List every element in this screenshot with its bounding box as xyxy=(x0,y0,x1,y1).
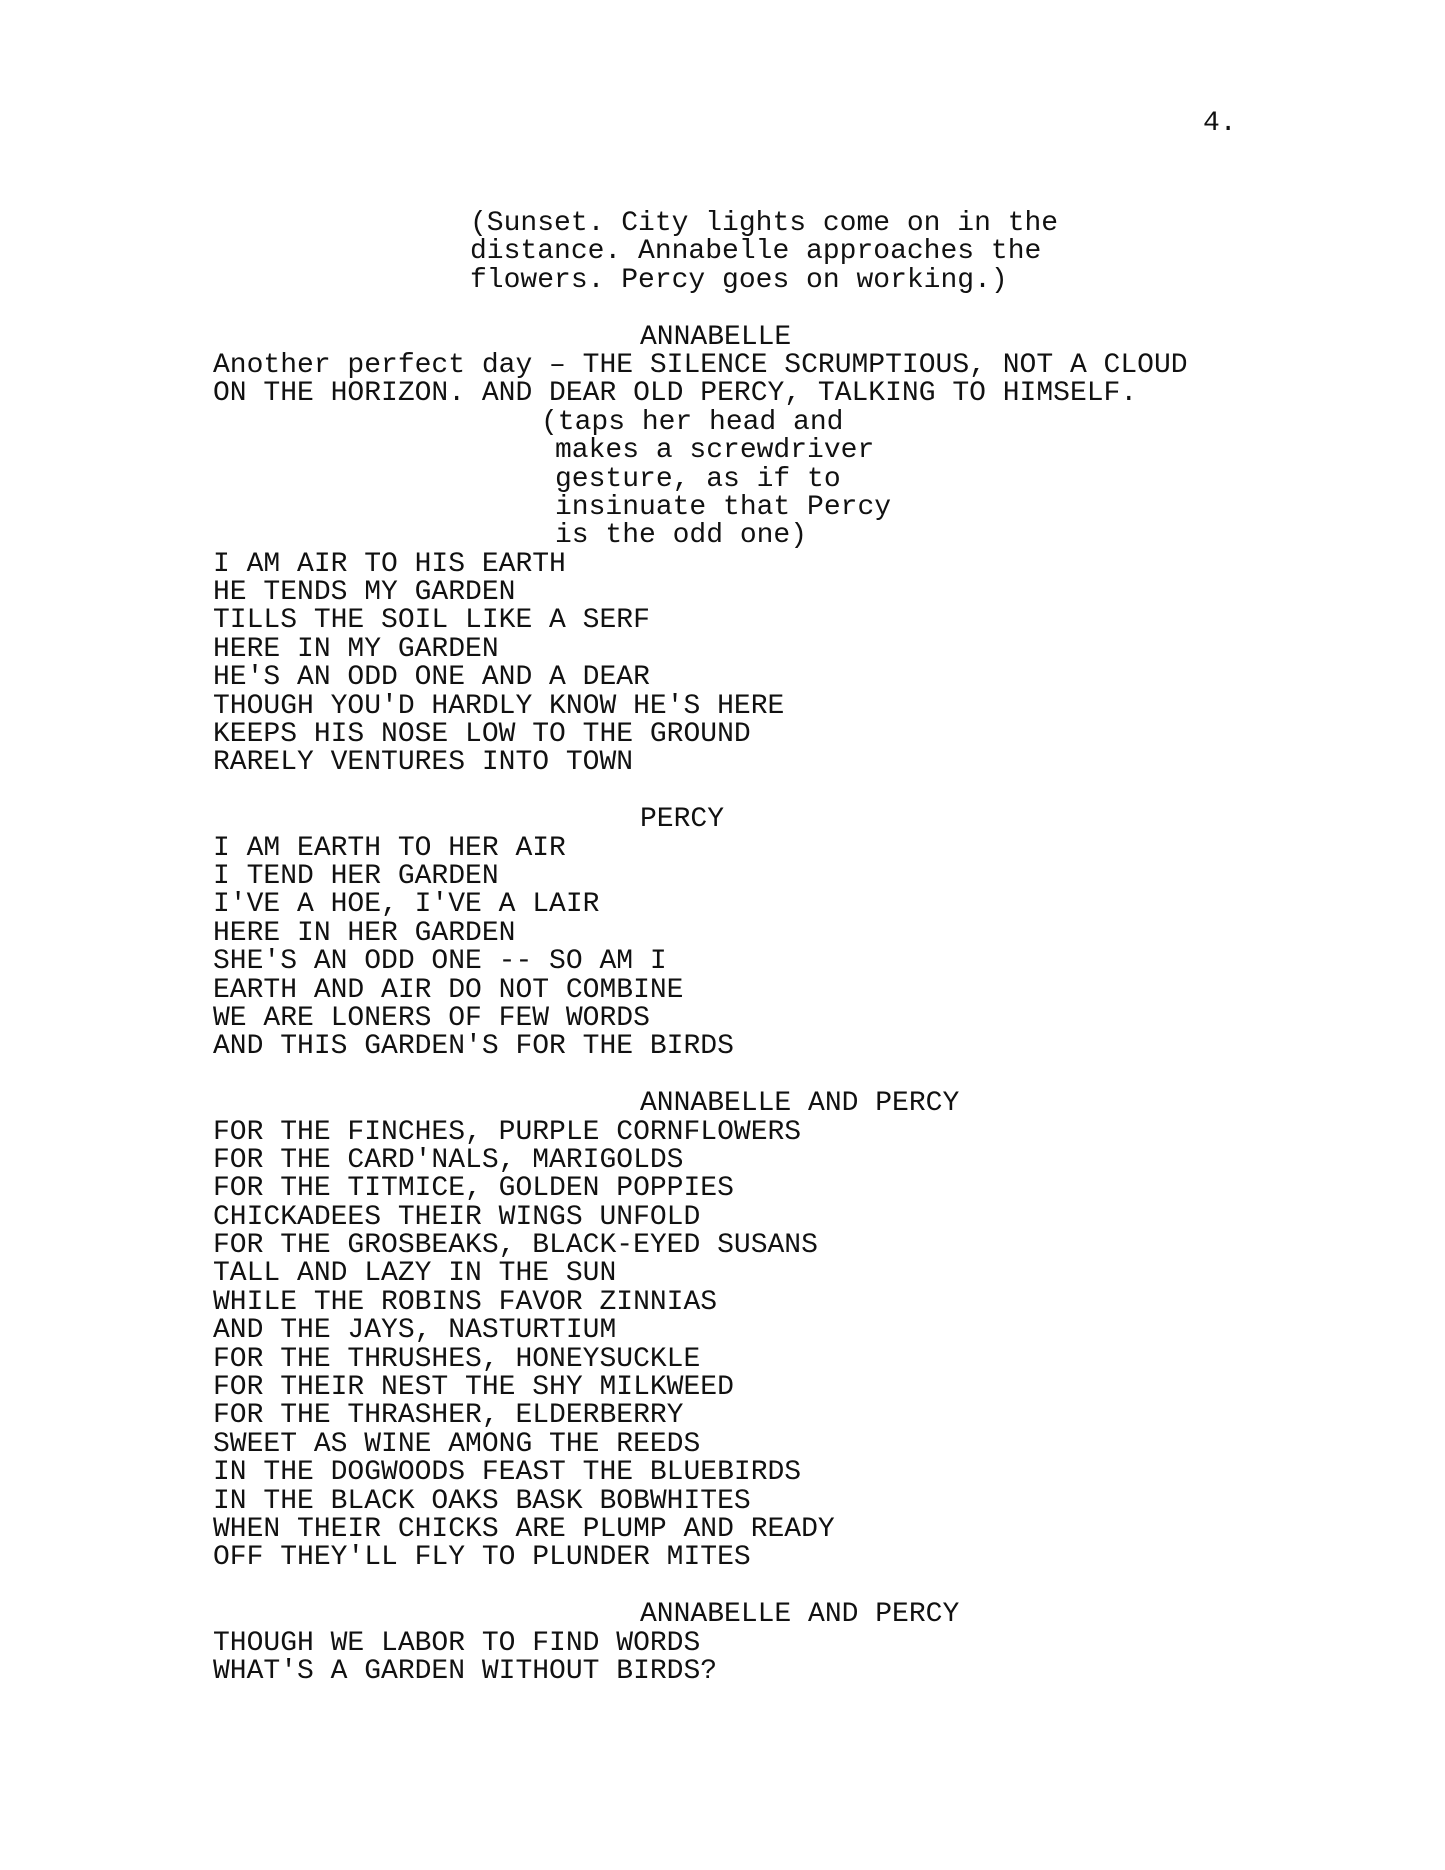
lyric-line: I'VE A HOE, I'VE A LAIR xyxy=(213,889,600,921)
lyric-line: SWEET AS WINE AMONG THE REEDS xyxy=(213,1428,701,1460)
lyric-line: HERE IN MY GARDEN xyxy=(213,633,499,665)
lyric-line: EARTH AND AIR DO NOT COMBINE xyxy=(213,974,684,1006)
lyric-line: WE ARE LONERS OF FEW WORDS xyxy=(213,1002,650,1034)
lyric-line: FOR THE GROSBEAKS, BLACK-EYED SUSANS xyxy=(213,1230,818,1262)
lyric-line: TALL AND LAZY IN THE SUN xyxy=(213,1258,617,1290)
lyric-line: FOR THEIR NEST THE SHY MILKWEED xyxy=(213,1372,734,1404)
parenthetical-line: is the odd one) xyxy=(555,520,808,552)
parenthetical-line: insinuate that Percy xyxy=(555,491,892,523)
lyric-line: KEEPS HIS NOSE LOW TO THE GROUND xyxy=(213,719,751,751)
dialogue-block-annabelle xyxy=(213,321,1313,779)
spacer xyxy=(213,295,1313,323)
lyric-line: FOR THE TITMICE, GOLDEN POPPIES xyxy=(213,1173,734,1205)
dialogue-block-duet xyxy=(213,1090,1313,1573)
character-name: ANNABELLE AND PERCY xyxy=(640,1088,960,1120)
lyric-line: HE'S AN ODD ONE AND A DEAR xyxy=(213,662,650,694)
lyric-line: FOR THE THRUSHES, HONEYSUCKLE xyxy=(213,1343,701,1375)
lyric-line: FOR THE FINCHES, PURPLE CORNFLOWERS xyxy=(213,1116,802,1148)
character-name: ANNABELLE AND PERCY xyxy=(640,1599,960,1631)
lyric-line: FOR THE THRASHER, ELDERBERRY xyxy=(213,1400,684,1432)
lyric-line: THOUGH YOU'D HARDLY KNOW HE'S HERE xyxy=(213,690,785,722)
spacer xyxy=(213,778,1313,806)
spacer xyxy=(213,1573,1313,1601)
stage-direction-line: (Sunset. City lights come on in the xyxy=(470,208,1059,239)
lyric-line: IN THE DOGWOODS FEAST THE BLUEBIRDS xyxy=(213,1457,802,1489)
lyric-line: RARELY VENTURES INTO TOWN xyxy=(213,747,634,779)
dialogue-line: ON THE HORIZON. AND DEAR OLD PERCY, TALKING TO HIMSELF. xyxy=(213,378,1138,410)
lyric-line: SHE'S AN ODD ONE -- SO AM I xyxy=(213,946,667,978)
lyric-line: WHAT'S A GARDEN WITHOUT BIRDS? xyxy=(213,1655,718,1687)
lyric-line: HERE IN HER GARDEN xyxy=(213,917,516,949)
stage-direction-line: distance. Annabelle approaches the xyxy=(470,236,1042,268)
stage-direction-line: flowers. Percy goes on working.) xyxy=(470,264,1008,296)
parenthetical-line: makes a screwdriver xyxy=(555,435,875,467)
lyric-line: AND THE JAYS, NASTURTIUM xyxy=(213,1315,617,1347)
parenthetical-line: (taps her head and xyxy=(541,406,844,438)
lyric-line: WHEN THEIR CHICKS ARE PLUMP AND READY xyxy=(213,1513,835,1545)
lyric-line: I AM AIR TO HIS EARTH xyxy=(213,548,566,580)
page-number: 4. xyxy=(1203,108,1237,139)
script-body xyxy=(213,210,1313,1686)
lyric-line: CHICKADEES THEIR WINGS UNFOLD xyxy=(213,1201,701,1233)
dialogue-line: Another perfect day – THE SILENCE SCRUMPTIOUS, NOT A CLOUD xyxy=(213,349,1188,381)
lyric-line: TILLS THE SOIL LIKE A SERF xyxy=(213,605,650,637)
parenthetical-line: gesture, as if to xyxy=(555,463,841,495)
character-name: ANNABELLE xyxy=(640,321,792,353)
lyric-line: WHILE THE ROBINS FAVOR ZINNIAS xyxy=(213,1286,718,1318)
dialogue-block-percy xyxy=(213,806,1313,1062)
dialogue-block-duet-closing xyxy=(213,1601,1313,1686)
spacer xyxy=(213,1062,1313,1090)
lyric-line: I AM EARTH TO HER AIR xyxy=(213,832,566,864)
lyric-line: FOR THE CARD'NALS, MARIGOLDS xyxy=(213,1144,684,1176)
lyric-line: THOUGH WE LABOR TO FIND WORDS xyxy=(213,1627,701,1659)
lyric-line: OFF THEY'LL FLY TO PLUNDER MITES xyxy=(213,1542,751,1574)
lyric-line: AND THIS GARDEN'S FOR THE BIRDS xyxy=(213,1031,734,1063)
character-name: PERCY xyxy=(640,804,725,836)
lyric-line: IN THE BLACK OAKS BASK BOBWHITES xyxy=(213,1485,751,1517)
stage-direction xyxy=(213,210,1313,295)
lyric-line: I TEND HER GARDEN xyxy=(213,860,499,892)
lyric-line: HE TENDS MY GARDEN xyxy=(213,577,516,609)
